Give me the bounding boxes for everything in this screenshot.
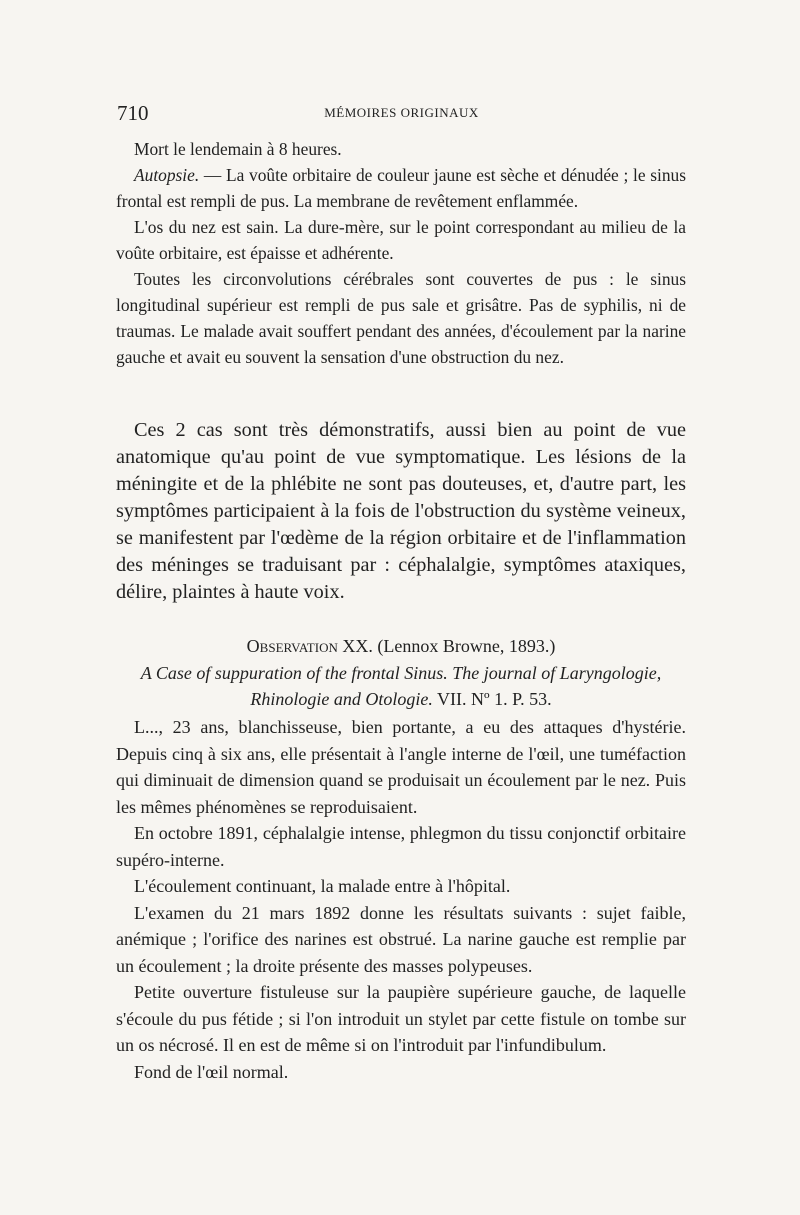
paragraph-text: L'examen du 21 mars 1892 donne les résultats suivants : sujet faible, anémique ; l'orifice des narines est obstrué. La narine gauche est remplie par un écoulement ; la droite présente des masses polypeuses. [116, 902, 686, 976]
paragraph [116, 136, 686, 162]
paragraph-text: — La voûte orbitaire de couleur jaune est sèche et dénudée ; le sinus frontal est rempli de pus. La membrane de revêtement enflammée. [116, 165, 686, 211]
page-header [117, 101, 686, 127]
case-section [116, 714, 686, 1085]
source-title: A Case of suppuration of the frontal Sinus. The journal of Laryngologie, Rhinologie and Otologie. [140, 662, 662, 709]
autopsy-lead: Autopsie. [134, 165, 200, 185]
paragraph-text: Fond de l'œil normal. [134, 1061, 289, 1082]
observation-source [116, 660, 686, 713]
paragraph-text: L..., 23 ans, blanchisseuse, bien portante, a eu des attaques d'hystérie. Depuis cinq à six ans, elle présentait à l'angle interne de l'œil, une tuméfaction qui diminuait de dimension quand se produisait un écoulement par le nez. Puis les mêmes phénomènes se reproduisaient. [116, 717, 686, 817]
autopsy-section [116, 136, 686, 370]
paragraph [116, 979, 686, 1059]
paragraph-text: En octobre 1891, céphalalgie intense, phlegmon du tissu conjonctif orbitaire supéro-interne. [116, 823, 686, 870]
paragraph [116, 1059, 686, 1086]
running-title: MÉMOIRES ORIGINAUX [324, 105, 479, 120]
observation-label: Observation [246, 636, 338, 656]
source-citation: VII. Nº 1. P. 53. [432, 689, 552, 709]
observation-title [116, 633, 686, 660]
paragraph-text: Petite ouverture fistuleuse sur la paupière supérieure gauche, de laquelle s'écoule du pus fétide ; si l'on introduit un stylet par cette fistule on tombe sur un os nécrosé. Il en est de même si on l'introduit par l'infundibulum. [116, 982, 686, 1055]
paragraph-text: L'écoulement continuant, la malade entre à l'hôpital. [134, 876, 511, 896]
paragraph-text: L'os du nez est sain. La dure-mère, sur le point correspondant au milieu de la voûte orbitaire, est épaisse et adhérente. [116, 217, 686, 263]
paragraph-text: Toutes les circonvolutions cérébrales sont couvertes de pus : le sinus longitudinal supérieur est rempli de pus sale et grisâtre. Pas de syphilis, ni de traumas. Le malade avait souffert pendant des années, d'écoulement par la narine gauche et avait eu souvent la sensation d'une obstruction du nez. [116, 269, 686, 367]
paragraph [116, 820, 686, 873]
paragraph-text: Mort le lendemain à 8 heures. [134, 139, 342, 159]
paragraph [116, 417, 686, 606]
paragraph [116, 162, 686, 214]
paragraph [116, 266, 686, 370]
observation-number: XX. [337, 636, 373, 656]
paragraph [116, 714, 686, 820]
paragraph-text: Ces 2 cas sont très démonstratifs, aussi bien au point de vue anatomique qu'au point de vue symptomatique. Les lésions de la méningite et de la phlébite ne sont pas douteuses, et, d'autre part, les symptômes participaient à la fois de l'obstruction du système veineux, se manifestent par l'œdème de la région orbitaire et de l'inflammation des méninges se traduisant par : céphalalgie, symptômes ataxiques, délire, plaintes à haute voix. [116, 419, 686, 603]
commentary-section [116, 417, 686, 606]
observation-heading [116, 633, 686, 713]
paragraph [116, 873, 686, 900]
page-number: 710 [117, 101, 149, 125]
observation-ref: (Lennox Browne, 1893.) [372, 636, 556, 656]
paragraph [116, 900, 686, 980]
paragraph [116, 214, 686, 266]
